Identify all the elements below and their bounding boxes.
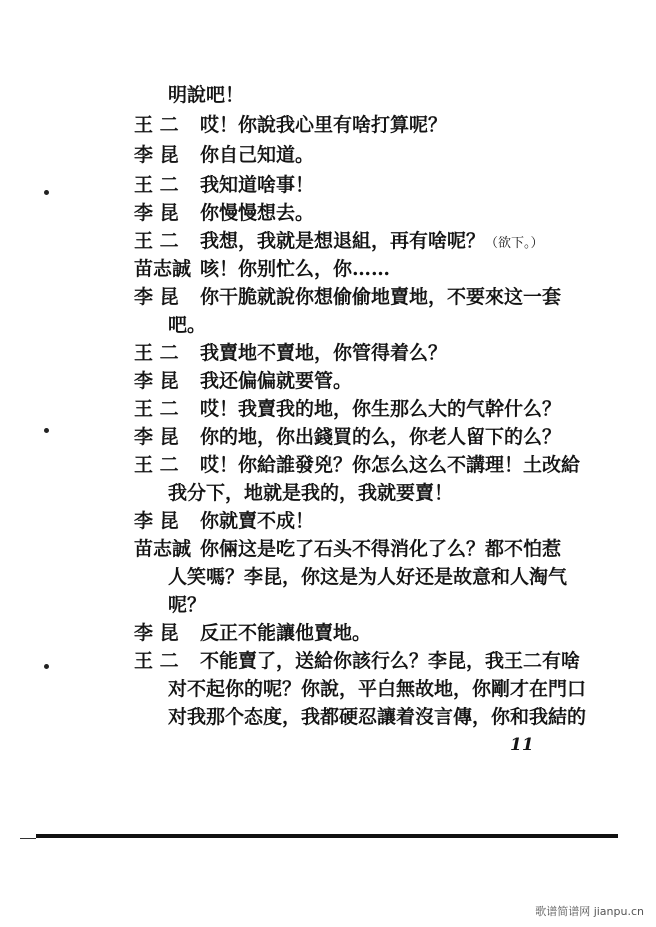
dialogue-line [0,534,656,564]
dialogue-text: 我想，我就是想退組，再有啥呢？ [200,230,486,252]
continuation-text: 吧。 [168,314,207,336]
dialogue-text: 你慢慢想去。 [200,202,315,224]
dialogue-line [0,450,656,480]
continuation-text: 人笑嗎？李昆，你这是为人好还是故意和人淘气 [168,566,568,588]
scan-speck [44,664,49,669]
speaker-name: 王 二 [134,174,179,196]
speaker-name: 苗志誠 [134,258,192,280]
scan-speck [44,190,49,195]
dialogue-text: 反正不能讓他賣地。 [200,622,372,644]
dialogue-line [0,170,656,200]
speaker-name: 李 昆 [134,202,179,224]
stage-direction: （欲下。） [485,236,544,251]
dialogue-text: 哎！你給誰發兇？你怎么这么不講理！土改給 [200,454,581,476]
dialogue-text: 你就賣不成！ [200,510,315,532]
speaker-name: 王 二 [134,230,179,252]
dialogue-line [0,80,656,110]
dialogue-line [0,140,656,170]
watermark: 歌谱简谱网 jianpu.cn [535,905,644,918]
dialogue-text: 我还偏偏就要管。 [200,370,353,392]
page-number: 11 [510,735,534,755]
dialogue-line [0,366,656,396]
dialogue-line [0,702,656,732]
dialogue-line [0,618,656,648]
dialogue-text: 咳！你别忙么，你…… [200,258,391,280]
continuation-text: 呢？ [168,594,207,616]
dialogue-line [0,674,656,704]
dialogue-text: 我賣地不賣地，你管得着么？ [200,342,448,364]
footer-rule [36,834,618,838]
dialogue-text: 不能賣了，送給你該行么？李昆，我王二有啥 [200,650,581,672]
speaker-name: 王 二 [134,454,179,476]
dialogue-line [0,394,656,424]
speaker-name: 王 二 [134,114,179,136]
scan-speck [44,428,49,433]
continuation-text: 对不起你的呢？你說，平白無故地，你剛才在門口 [168,678,587,700]
dialogue-line [0,254,656,284]
dialogue-text: 你倆这是吃了石头不得消化了么？都不怕惹 [200,538,562,560]
dialogue-text: 我知道啥事！ [200,174,315,196]
dialogue-line [0,282,656,312]
dialogue-line [0,310,656,340]
dialogue-text: 你自己知道。 [200,144,315,166]
speaker-name: 李 昆 [134,510,179,532]
speaker-name: 王 二 [134,650,179,672]
speaker-name: 苗志誠 [134,538,192,560]
dialogue-line [0,646,656,676]
speaker-name: 李 昆 [134,426,179,448]
dialogue-text: 哎！我賣我的地，你生那么大的气幹什么？ [200,398,562,420]
dialogue-line [0,506,656,536]
dialogue-line [0,110,656,140]
dialogue-line [0,562,656,592]
dialogue-line [0,226,656,256]
speaker-name: 王 二 [134,398,179,420]
dialogue-line [0,198,656,228]
dialogue-line [0,338,656,368]
dialogue-line [0,590,656,620]
dialogue-line [0,422,656,452]
speaker-name: 李 昆 [134,370,179,392]
continuation-text: 明說吧！ [168,84,245,106]
dialogue-text: 你干脆就說你想偷偷地賣地，不要來这一套 [200,286,562,308]
speaker-name: 李 昆 [134,622,179,644]
speaker-name: 李 昆 [134,286,179,308]
footer-rule-tail [20,838,36,839]
dialogue-line [0,478,656,508]
dialogue-text: 哎！你說我心里有啥打算呢？ [200,114,448,136]
speaker-name: 王 二 [134,342,179,364]
dialogue-text: 你的地，你出錢買的么，你老人留下的么？ [200,426,562,448]
continuation-text: 对我那个态度，我都硬忍讓着沒言傳，你和我結的 [168,706,587,728]
speaker-name: 李 昆 [134,144,179,166]
continuation-text: 我分下，地就是我的，我就要賣！ [168,482,454,504]
